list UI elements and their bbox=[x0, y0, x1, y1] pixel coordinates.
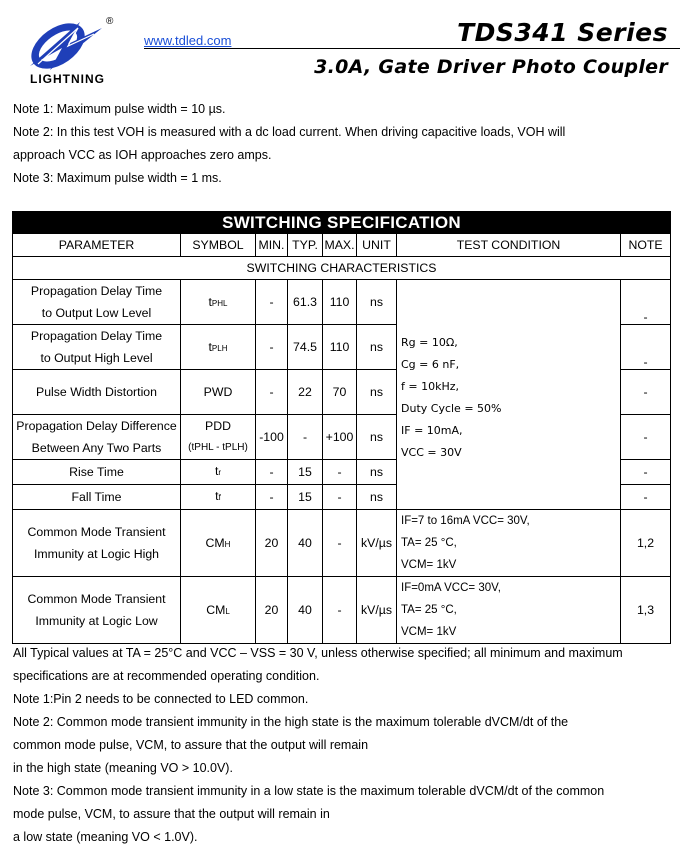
note-line: Note 3: Maximum pulse width = 1 ms. bbox=[13, 171, 222, 185]
column-header: SYMBOL bbox=[181, 234, 256, 257]
note-cell: - bbox=[621, 370, 671, 415]
min-cell: -100 bbox=[256, 415, 288, 460]
column-header: TYP. bbox=[288, 234, 323, 257]
column-header: TEST CONDITION bbox=[397, 234, 621, 257]
header-rule bbox=[144, 48, 680, 49]
typ-cell: 61.3 bbox=[288, 280, 323, 325]
min-cell: - bbox=[256, 370, 288, 415]
lightning-logo-icon bbox=[10, 14, 132, 74]
note-cell: - bbox=[621, 460, 671, 485]
min-cell: - bbox=[256, 460, 288, 485]
parameter-name: Pulse Width Distortion bbox=[13, 370, 181, 415]
max-cell: 70 bbox=[323, 370, 357, 415]
max-cell: - bbox=[323, 460, 357, 485]
note-cell: 1,3 bbox=[621, 577, 671, 644]
note-cell: - bbox=[621, 415, 671, 460]
symbol-cell: tf bbox=[181, 485, 256, 510]
typ-cell: 22 bbox=[288, 370, 323, 415]
table-row bbox=[13, 577, 671, 644]
symbol-cell: CMH bbox=[181, 510, 256, 577]
max-cell: 110 bbox=[323, 280, 357, 325]
symbol-cell: tPLH bbox=[181, 325, 256, 370]
series-title: TDS341 Series bbox=[457, 18, 668, 47]
typ-cell: 15 bbox=[288, 485, 323, 510]
parameter-name: Propagation Delay Time bbox=[30, 329, 163, 343]
note-line: in the high state (meaning VO > 10.0V). bbox=[13, 761, 233, 775]
note-line: Note 1:Pin 2 needs to be connected to LED common. bbox=[13, 692, 309, 706]
company-logo bbox=[10, 14, 132, 86]
note-line: specifications are at recommended operating condition. bbox=[13, 669, 320, 683]
note-line: common mode pulse, VCM, to assure that the output will remain bbox=[13, 738, 369, 752]
column-header: MIN. bbox=[256, 234, 288, 257]
column-header: NOTE bbox=[621, 234, 671, 257]
table-header-row bbox=[13, 234, 671, 257]
parameter-name: Between Any Two Parts bbox=[31, 441, 162, 455]
typ-cell: - bbox=[288, 415, 323, 460]
column-header: PARAMETER bbox=[13, 234, 181, 257]
min-cell: - bbox=[256, 485, 288, 510]
symbol-cell: PWD bbox=[181, 370, 256, 415]
unit-cell: ns bbox=[357, 460, 397, 485]
table-row bbox=[13, 280, 671, 325]
unit-cell: ns bbox=[357, 485, 397, 510]
symbol-cell: PDD (tPHL - tPLH) bbox=[181, 415, 256, 460]
min-cell: 20 bbox=[256, 510, 288, 577]
unit-cell: ns bbox=[357, 325, 397, 370]
note-line: approach VCC as IOH approaches zero amps. bbox=[13, 148, 272, 162]
unit-cell: kV/µs bbox=[357, 577, 397, 644]
note-line: Note 2: Common mode transient immunity in the high state is the maximum tolerable dVCM/dt of the bbox=[13, 715, 569, 729]
parameter-name: Common Mode Transient bbox=[27, 525, 166, 539]
unit-cell: ns bbox=[357, 280, 397, 325]
unit-cell: ns bbox=[357, 415, 397, 460]
min-cell: - bbox=[256, 280, 288, 325]
note-cell: - bbox=[621, 485, 671, 510]
unit-cell: ns bbox=[357, 370, 397, 415]
symbol-cell: tPHL bbox=[181, 280, 256, 325]
typ-cell: 15 bbox=[288, 460, 323, 485]
switching-spec-table bbox=[12, 211, 671, 644]
note-cell: 1,2 bbox=[621, 510, 671, 577]
note-line: Note 1: Maximum pulse width = 10 µs. bbox=[13, 102, 226, 116]
parameter-name: Fall Time bbox=[13, 485, 181, 510]
table-title: SWITCHING SPECIFICATION bbox=[13, 212, 671, 234]
symbol-cell: CML bbox=[181, 577, 256, 644]
note-line: mode pulse, VCM, to assure that the output will remain in bbox=[13, 807, 330, 821]
website-link[interactable]: www.tdled.com bbox=[144, 33, 232, 48]
max-cell: +100 bbox=[323, 415, 357, 460]
parameter-name: to Output Low Level bbox=[41, 306, 152, 320]
note-line: a low state (meaning VO < 1.0V). bbox=[13, 830, 198, 844]
typ-cell: 74.5 bbox=[288, 325, 323, 370]
parameter-name: Propagation Delay Time bbox=[30, 284, 163, 298]
min-cell: - bbox=[256, 325, 288, 370]
max-cell: - bbox=[323, 577, 357, 644]
unit-cell: kV/µs bbox=[357, 510, 397, 577]
min-cell: 20 bbox=[256, 577, 288, 644]
parameter-name: Immunity at Logic Low bbox=[35, 614, 158, 628]
top-notes bbox=[13, 98, 683, 190]
test-condition: IF=7 to 16mA VCC= 30V, TA= 25 °C, VCM= 1kV bbox=[397, 510, 621, 577]
registered-mark: ® bbox=[106, 16, 114, 27]
bottom-notes bbox=[13, 642, 688, 849]
typ-cell: 40 bbox=[288, 510, 323, 577]
note-line: Note 2: In this test VOH is measured with a dc load current. When driving capacitive loads, VOH will bbox=[13, 125, 566, 139]
column-header: UNIT bbox=[357, 234, 397, 257]
shared-test-condition: Rg = 10Ω, Cg = 6 nF, f = 10kHz, Duty Cycle = 50% IF = 10mA, VCC = 30V bbox=[397, 280, 621, 510]
table-row bbox=[13, 510, 671, 577]
max-cell: - bbox=[323, 510, 357, 577]
symbol-cell: tr bbox=[181, 460, 256, 485]
parameter-name: Immunity at Logic High bbox=[33, 547, 160, 561]
typ-cell: 40 bbox=[288, 577, 323, 644]
parameter-name: Common Mode Transient bbox=[27, 592, 166, 606]
max-cell: 110 bbox=[323, 325, 357, 370]
note-line: Note 3: Common mode transient immunity in a low state is the maximum tolerable dVCM/dt of the common bbox=[13, 784, 605, 798]
section-header: SWITCHING CHARACTERISTICS bbox=[13, 257, 671, 280]
series-subtitle: 3.0A, Gate Driver Photo Coupler bbox=[314, 56, 668, 78]
logo-wordmark: LIGHTNING bbox=[30, 72, 105, 86]
note-cell: - bbox=[621, 325, 671, 370]
parameter-name: Propagation Delay Difference bbox=[16, 419, 177, 433]
note-line: All Typical values at TA = 25°C and VCC – VSS = 30 V, unless otherwise specified; all minimum and maximum bbox=[13, 646, 623, 660]
note-cell: - bbox=[621, 280, 671, 325]
parameter-name: to Output High Level bbox=[40, 351, 153, 365]
parameter-name: Rise Time bbox=[13, 460, 181, 485]
max-cell: - bbox=[323, 485, 357, 510]
test-condition: IF=0mA VCC= 30V, TA= 25 °C, VCM= 1kV bbox=[397, 577, 621, 644]
column-header: MAX. bbox=[323, 234, 357, 257]
